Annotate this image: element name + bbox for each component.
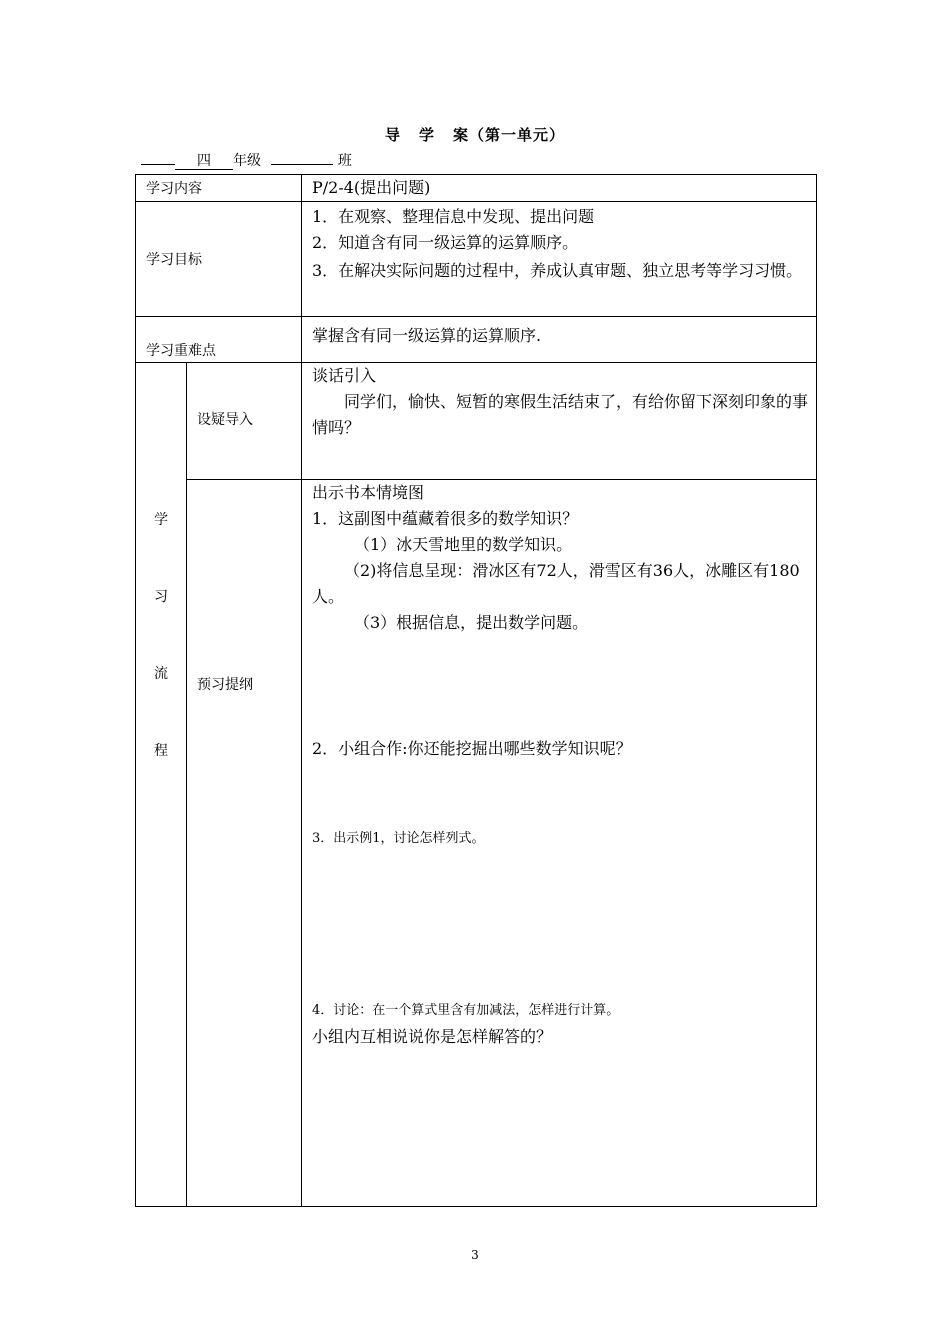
process-char: 程 <box>154 743 168 759</box>
intro-content <box>302 363 817 480</box>
row-outline <box>136 480 817 1207</box>
goals-label: 学习目标 <box>136 202 302 317</box>
class-label: 班 <box>337 153 352 169</box>
outline-q3: 3．出示例1，讨论怎样列式。 <box>312 831 485 846</box>
row-goals <box>136 202 817 317</box>
key-points-value: 掌握含有同一级运算的运算顺序. <box>302 317 817 363</box>
outline-q4-follow: 小组内互相说说你是怎样解答的？ <box>312 1027 553 1046</box>
goal-item: 1．在观察、整理信息中发现、提出问题 <box>312 207 595 226</box>
grade-value: 四 <box>175 153 233 170</box>
intro-heading: 谈话引入 <box>312 366 377 385</box>
title-rest: 案（第一单元） <box>453 126 566 144</box>
content-label: 学习内容 <box>136 175 302 202</box>
process-char: 习 <box>154 589 168 605</box>
page-title <box>0 124 950 145</box>
title-char-1: 导 <box>384 126 401 144</box>
grade-label: 年级 <box>233 153 261 169</box>
row-key-points <box>136 317 817 363</box>
outline-label: 预习提纲 <box>187 480 302 1207</box>
outline-q1-3: （3）根据信息，提出数学问题。 <box>354 613 589 632</box>
goals-content <box>302 202 817 317</box>
blank-pre <box>141 164 175 165</box>
row-content <box>136 175 817 202</box>
outline-heading: 出示书本情境图 <box>312 483 425 502</box>
outline-content <box>302 480 817 1207</box>
study-plan-table <box>135 174 817 1207</box>
key-points-label: 学习重难点 <box>136 317 302 363</box>
process-char: 学 <box>154 512 168 528</box>
title-char-2: 学 <box>418 126 435 144</box>
intro-text: 同学们，愉快、短暂的寒假生活结束了，有给你留下深刻印象的事情吗？ <box>312 392 809 437</box>
outline-q1-2: （2)将信息呈现：滑冰区有72人，滑雪区有36人，冰雕区有180人。 <box>312 561 800 606</box>
row-intro <box>136 363 817 480</box>
outline-q2: 2．小组合作:你还能挖掘出哪些数学知识呢？ <box>312 739 632 758</box>
process-vertical-label <box>136 363 187 1207</box>
intro-label: 设疑导入 <box>187 363 302 480</box>
outline-q1: 1．这副图中蕴藏着很多的数学知识？ <box>312 509 579 528</box>
outline-q1-1: （1）冰天雪地里的数学知识。 <box>354 535 573 554</box>
outline-q4: 4．讨论：在一个算式里含有加减法，怎样进行计算。 <box>312 1003 620 1018</box>
content-value: P/2-4(提出问题) <box>302 175 817 202</box>
process-char: 流 <box>154 666 168 682</box>
goal-item: 2．知道含有同一级运算的运算顺序。 <box>312 233 579 252</box>
grade-class-line <box>141 150 352 170</box>
class-blank <box>271 164 333 165</box>
page-number: 3 <box>471 1248 479 1262</box>
goal-item: 3．在解决实际问题的过程中，养成认真审题、独立思考等学习习惯。 <box>312 261 803 280</box>
